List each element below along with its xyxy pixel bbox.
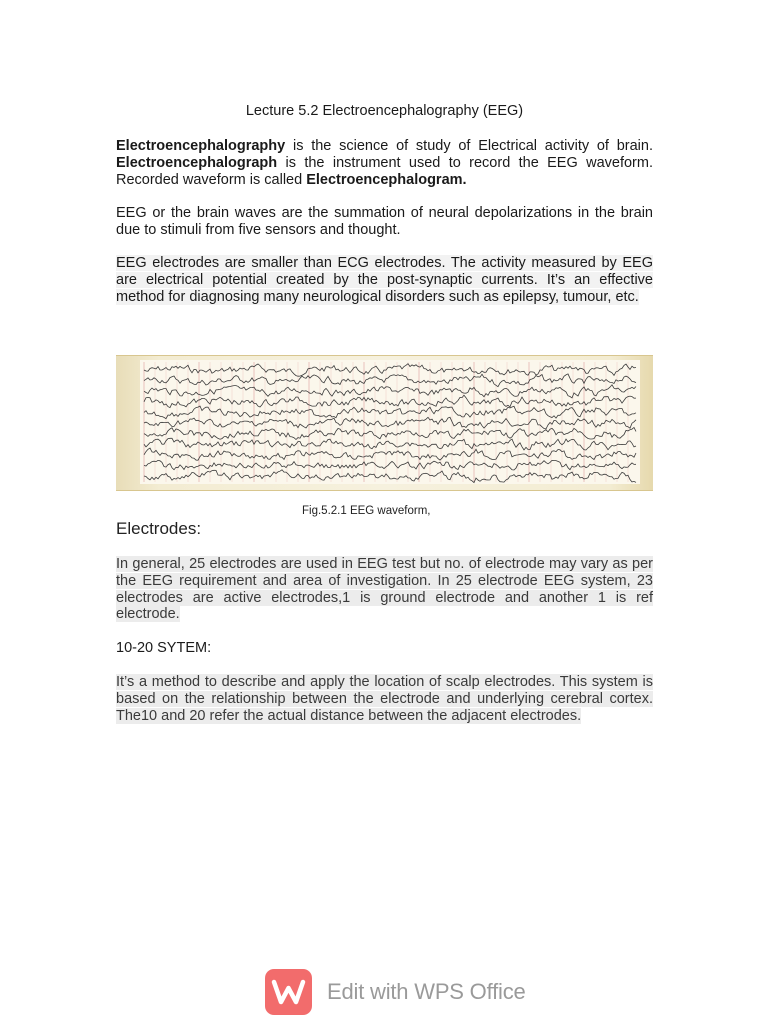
eeg-waveform-image	[116, 356, 653, 490]
paragraph-eeg-electrodes: EEG electrodes are smaller than ECG electrodes. The activity measured by EEG are electrical potential created by the post-synaptic currents. It’s an effective method for diagnosing many neurological disorders such as epilepsy, tumour, etc.	[116, 255, 653, 305]
heading-10-20-system: 10-20 SYTEM:	[116, 640, 212, 656]
paragraph-10-20-system: It’s a method to describe and apply the location of scalp electrodes. This system is based on the relationship between the electrode and underlying cerebral cortex. The10 and 20 refer the actual distance between the adjacent electrodes.	[116, 674, 653, 724]
eeg-waveform-figure	[116, 355, 653, 491]
term-electroencephalography: Electroencephalography	[116, 138, 286, 154]
heading-electrodes: Electrodes:	[116, 519, 202, 538]
paragraph-definition: Electroencephalography is the science of study of Electrical activity of brain. Electroencephalograph is the instrument used to record the EEG waveform. Recorded waveform is called Electroencephalogram.	[116, 138, 653, 188]
paragraph-brain-waves: EEG or the brain waves are the summation of neural depolarizations in the brain due to stimuli from five sensors and thought.	[116, 205, 653, 238]
figure-caption: Fig.5.2.1 EEG waveform,	[302, 505, 431, 517]
term-electroencephalograph: Electroencephalograph	[116, 154, 278, 171]
term-electroencephalogram: Electroencephalogram.	[306, 171, 467, 188]
page-title: Lecture 5.2 Electroencephalography (EEG)	[245, 103, 524, 119]
wps-edit-label: Edit with WPS Office	[327, 979, 526, 1004]
wps-office-banner[interactable]	[265, 969, 535, 1015]
paragraph-electrode-count: In general, 25 electrodes are used in EEG test but no. of electrode may vary as per the EEG requirement and area of investigation. In 25 electrode EEG system, 23 electrodes are active electrodes,1 is ground electrode and another 1 is ref electrode.	[116, 556, 653, 623]
wps-logo-icon	[265, 969, 312, 1015]
